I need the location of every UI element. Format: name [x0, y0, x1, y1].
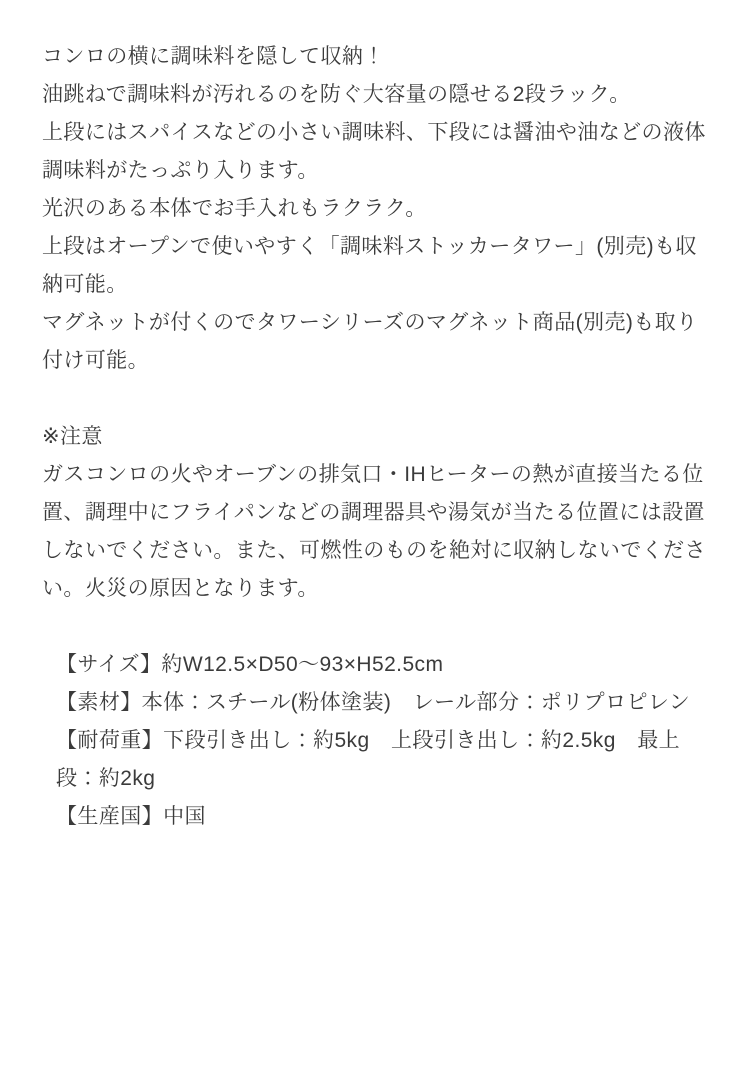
spec-line-load-capacity: 【耐荷重】下段引き出し：約5kg 上段引き出し：約2.5kg 最上段：約2kg — [56, 729, 681, 790]
description-line: コンロの横に調味料を隠して収納！ — [42, 45, 385, 68]
description-line: 上段はオープンで使いやすく「調味料ストッカータワー」(別売)も収納可能。 — [42, 235, 697, 296]
section-spacer — [42, 380, 710, 418]
spec-block — [42, 646, 710, 836]
description-line: 油跳ねで調味料が汚れるのを防ぐ大容量の隠せる2段ラック。 — [42, 83, 631, 106]
spec-line-material: 【素材】本体：スチール(粉体塗装) レール部分：ポリプロピレン — [56, 691, 691, 714]
description-line: マグネットが付くのでタワーシリーズのマグネット商品(別売)も取り付け可能。 — [42, 311, 698, 372]
caution-block — [42, 418, 710, 608]
section-spacer — [42, 608, 710, 646]
spec-line-country: 【生産国】中国 — [56, 805, 206, 828]
description-line: 上段にはスパイスなどの小さい調味料、下段には醤油や油などの液体調味料がたっぷり入ります。 — [42, 121, 706, 182]
caution-heading: ※注意 — [42, 425, 103, 448]
caution-body: ガスコンロの火やオーブンの排気口・IHヒーターの熱が直接当たる位置、調理中にフライパンなどの調理器具や湯気が当たる位置には設置しないでください。また、可燃性のものを絶対に収納しないでください。火災の原因となります。 — [42, 463, 707, 600]
description-block — [42, 38, 710, 380]
description-line: 光沢のある本体でお手入れもラクラク。 — [42, 197, 427, 220]
spec-line-size: 【サイズ】約W12.5×D50〜93×H52.5cm — [56, 653, 444, 676]
